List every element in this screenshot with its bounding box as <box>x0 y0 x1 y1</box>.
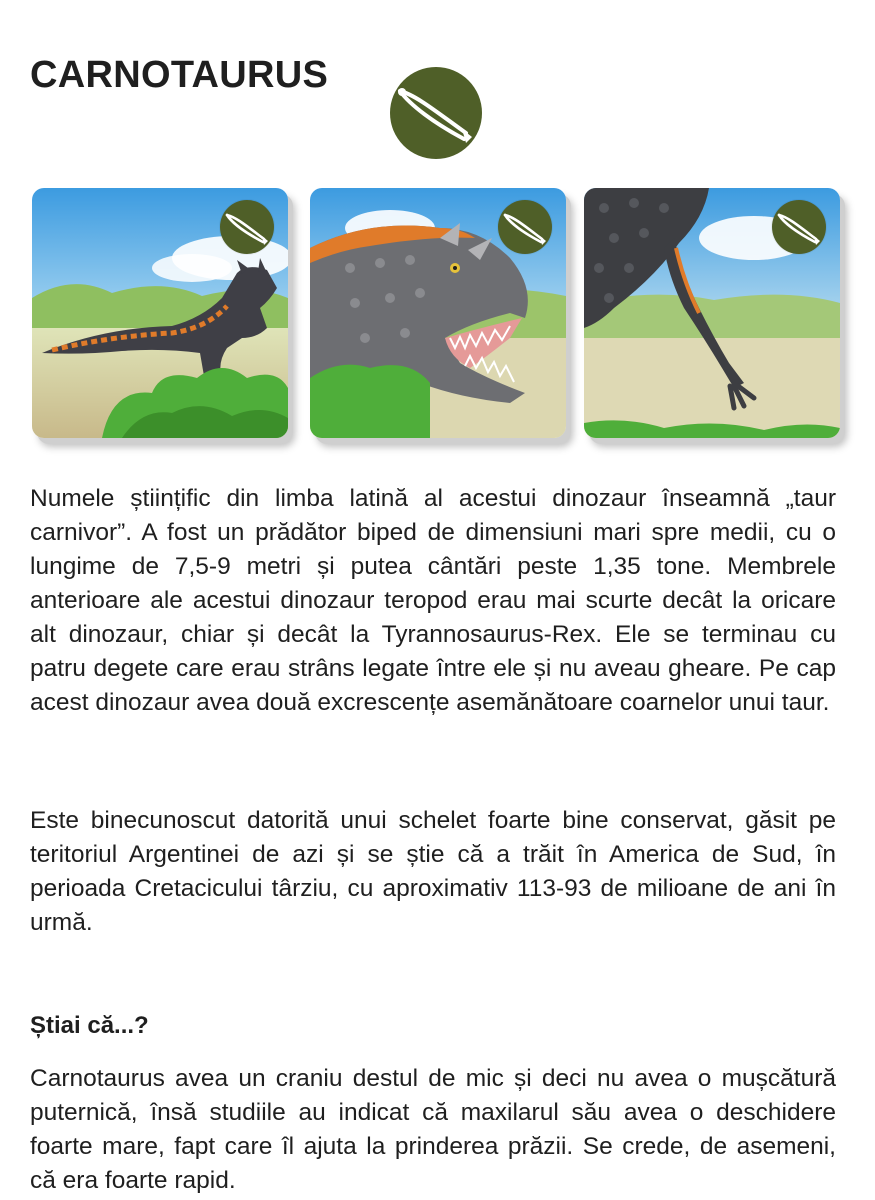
image-gallery <box>32 188 842 443</box>
card-arm-closeup[interactable] <box>584 188 840 438</box>
description-paragraph: Numele științific din limba latină al acestui dinozaur înseamnă „taur carnivor”. A fost un prădător biped de dimensiuni mari spre medii, cu o lungime de 7,5-9 metri și putea cântări peste 1,35 tone. Membrele anterioare ale acestui dinozaur teropod erau mai scurte decât la oricare alt dinozaur, chiar și decât la Tyrannosaurus-Rex. Ele se terminau cu patru degete care erau strâns legate între ele și nu aveau gheare. Pe cap acest dinozaur avea două excrescențe asemănătoare coarnelor unui taur. <box>30 485 836 716</box>
fact-paragraph: Carnotaurus avea un craniu destul de mic și deci nu avea o mușcătură puternică, însă studiile au indicat că maxilarul său avea o deschidere foarte mare, fapt care îl ajuta la prinderea prăzii. Se crede, de asemeni, că era foarte rapid. <box>30 1065 836 1194</box>
card-full-body[interactable] <box>32 188 288 438</box>
tongs-icon <box>390 67 482 159</box>
tongs-icon <box>772 200 826 254</box>
page-title: CARNOTAURUS <box>30 54 329 96</box>
carnivore-badge <box>390 67 482 159</box>
fact-heading: Știai că...? <box>30 1012 149 1039</box>
card-carnivore-badge <box>220 200 274 254</box>
card-carnivore-badge <box>498 200 552 254</box>
tongs-icon <box>498 200 552 254</box>
discovery-paragraph: Este binecunoscut datorită unui schelet foarte bine conservat, găsit pe teritoriul Argentinei de azi și se știe că a trăit în America de Sud, în perioada Cretacicului târziu, cu aproximativ 113-93 de milioane de ani în urmă. <box>30 807 836 936</box>
tongs-icon <box>220 200 274 254</box>
card-carnivore-badge <box>772 200 826 254</box>
card-head-closeup[interactable] <box>310 188 566 438</box>
